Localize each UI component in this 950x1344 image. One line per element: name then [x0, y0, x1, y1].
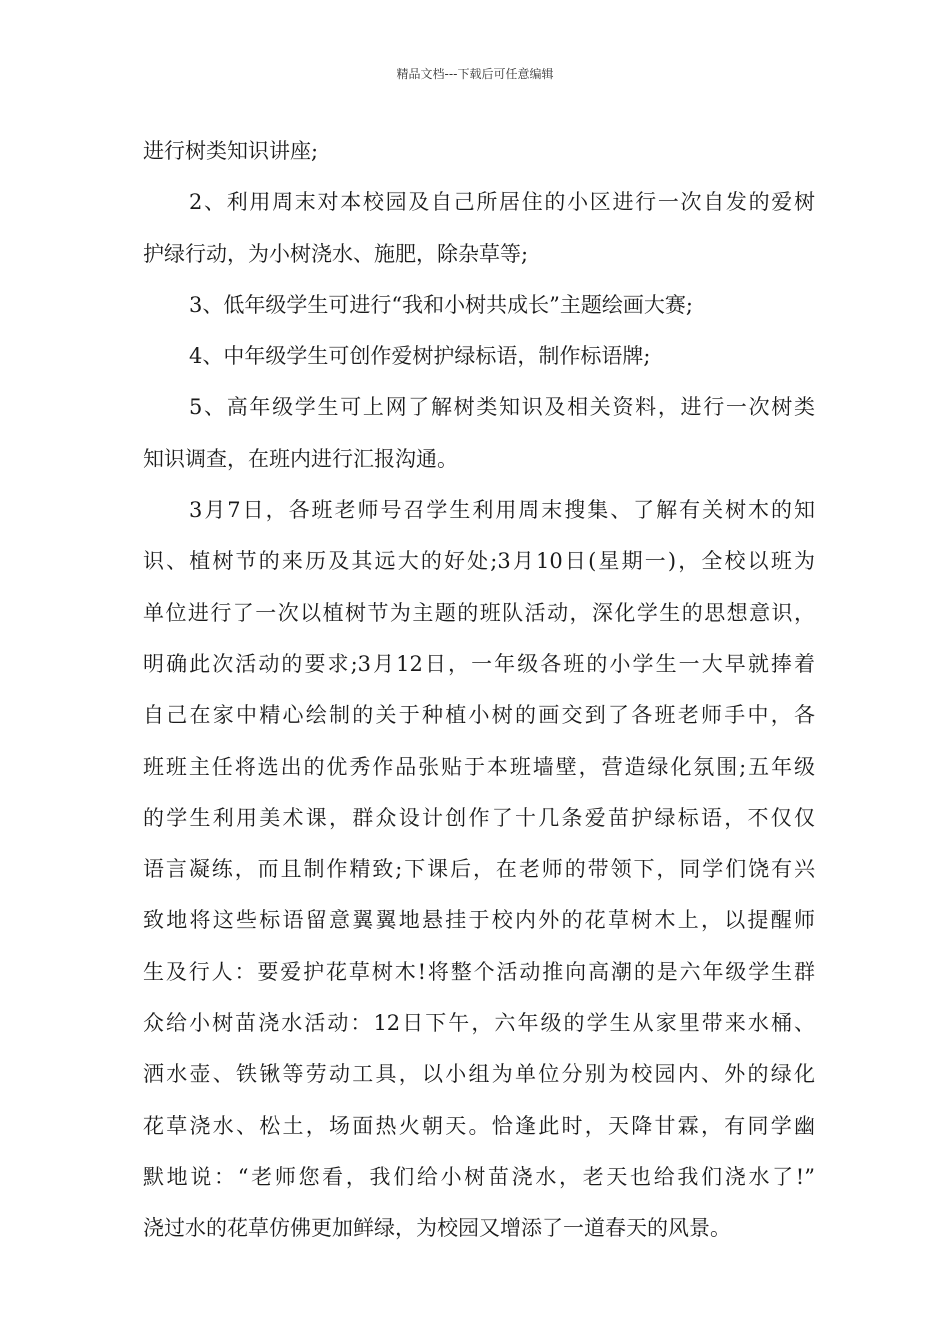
text-line: 众给小树苗浇水活动：12日下午，六年级的学生从家里带来水桶、	[143, 1011, 815, 1036]
text-line: 4、中年级学生可创作爱树护绿标语，制作标语牌;	[189, 344, 651, 369]
text-line: 识、植树节的来历及其远大的好处;3月10日(星期一)，全校以班为	[143, 549, 815, 574]
text-line: 默地说：“老师您看，我们给小树苗浇水，老天也给我们浇水了!”	[143, 1164, 815, 1189]
text-line: 进行树类知识讲座;	[143, 139, 319, 163]
text-line: 知识调查，在班内进行汇报沟通。	[143, 446, 458, 471]
text-line: 自己在家中精心绘制的关于种植小树的画交到了各班老师手中，各	[143, 703, 815, 728]
page-header: 精品文档---下载后可任意编辑	[396, 67, 554, 81]
text-line: 班班主任将选出的优秀作品张贴于本班墙壁，营造绿化氛围;五年级	[143, 754, 815, 779]
text-line: 明确此次活动的要求;3月12日，一年级各班的小学生一大早就捧着	[143, 651, 815, 676]
text-line: 单位进行了一次以植树节为主题的班队活动，深化学生的思想意识，	[143, 600, 815, 625]
text-line: 浇过水的花草仿佛更加鲜绿，为校园又增添了一道春天的风景。	[143, 1216, 731, 1241]
text-line: 花草浇水、松土，场面热火朝天。恰逢此时，天降甘霖，有同学幽	[143, 1113, 815, 1138]
text-line: 的学生利用美术课，群众设计创作了十几条爱苗护绿标语，不仅仅	[143, 805, 815, 830]
text-line: 3月7日，各班老师号召学生利用周末搜集、了解有关树木的知	[189, 498, 815, 523]
text-line: 洒水壶、铁锹等劳动工具，以小组为单位分别为校园内、外的绿化	[143, 1062, 815, 1087]
text-line: 5、高年级学生可上网了解树类知识及相关资料，进行一次树类	[189, 395, 815, 420]
text-line: 致地将这些标语留意翼翼地悬挂于校内外的花草树木上，以提醒师	[143, 908, 815, 933]
text-line: 护绿行动，为小树浇水、施肥，除杂草等;	[143, 241, 529, 266]
text-line: 语言凝练，而且制作精致;下课后，在老师的带领下，同学们饶有兴	[143, 857, 815, 882]
text-line: 生及行人：要爱护花草树木!将整个活动推向高潮的是六年级学生群	[143, 959, 815, 984]
text-line: 3、低年级学生可进行“我和小树共成长”主题绘画大赛;	[189, 292, 693, 317]
document-body	[143, 130, 815, 1259]
text-line: 2、利用周末对本校园及自己所居住的小区进行一次自发的爱树	[189, 190, 815, 215]
